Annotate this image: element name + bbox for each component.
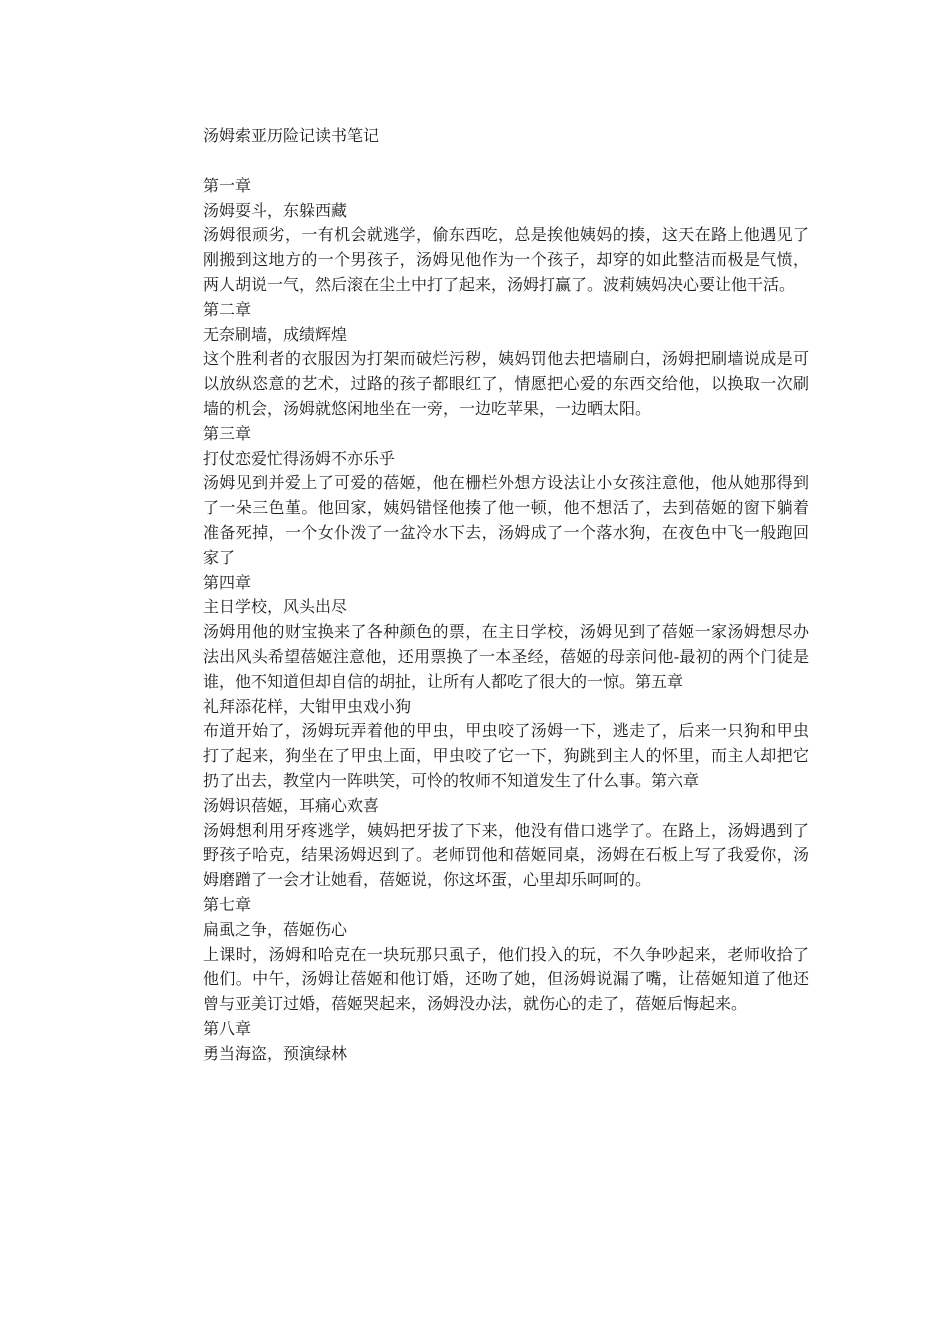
chapter-3-body: 汤姆见到并爱上了可爱的蓓姬，他在栅栏外想方设法让小女孩注意他，他从她那得到了一朵三色堇。他回家，姨妈错怪他揍了他一顿，他不想活了，去到蓓姬的窗下躺着准备死掉，一个女仆泼了一盆冷水下去，汤姆成了一个落水狗，在夜色中飞一般跑回家了 bbox=[203, 473, 809, 567]
chapter-7-title: 扁虱之争，蓓姬伤心 bbox=[203, 919, 348, 939]
document-page bbox=[203, 124, 809, 1066]
chapter-6-body: 汤姆想利用牙疼逃学，姨妈把牙拔了下来，他没有借口逃学了。在路上，汤姆遇到了野孩子哈克，结果汤姆迟到了。老师罚他和蓓姬同桌，汤姆在石板上写了我爱你，汤姆磨蹭了一会才让她看，蓓姬说，你这坏蛋，心里却乐呵呵的。 bbox=[203, 820, 809, 890]
chapter-5-body: 布道开始了，汤姆玩弄着他的甲虫，甲虫咬了汤姆一下，逃走了，后来一只狗和甲虫打了起来，狗坐在了甲虫上面，甲虫咬了它一下，狗跳到主人的怀里，而主人却把它扔了出去，教堂内一阵哄笑，可怜的牧师不知道发生了什么事。第六章 bbox=[203, 721, 809, 790]
chapter-7-label: 第七章 bbox=[203, 894, 252, 914]
chapter-2-body: 这个胜利者的衣服因为打架而破烂污秽，姨妈罚他去把墙刷白，汤姆把刷墙说成是可以放纵恣意的艺术，过路的孩子都眼红了，情愿把心爱的东西交给他，以换取一次刷墙的机会，汤姆就悠闲地坐在一旁，一边吃苹果，一边晒太阳。 bbox=[203, 349, 809, 418]
chapter-6-title: 汤姆识蓓姬，耳痛心欢喜 bbox=[203, 795, 380, 815]
chapter-1-title: 汤姆耍斗，东躲西藏 bbox=[203, 200, 348, 220]
chapter-2-title: 无奈刷墙，成绩辉煌 bbox=[203, 324, 348, 344]
chapter-2-label: 第二章 bbox=[203, 299, 252, 319]
chapter-7-body: 上课时，汤姆和哈克在一块玩那只虱子，他们投入的玩，不久争吵起来，老师收拾了他们。中午，汤姆让蓓姬和他订婚，还吻了她，但汤姆说漏了嘴，让蓓姬知道了他还曾与亚美订过婚，蓓姬哭起来，汤姆没办法，就伤心的走了，蓓姬后悔起来。 bbox=[203, 944, 809, 1014]
chapter-5-title: 礼拜添花样，大钳甲虫戏小狗 bbox=[203, 696, 412, 716]
chapter-4-body: 汤姆用他的财宝换来了各种颜色的票，在主日学校，汤姆见到了蓓姬一家汤姆想尽办法出风头希望蓓姬注意他，还用票换了一本圣经，蓓姬的母亲问他-最初的两个门徒是谁，他不知道但却自信的胡扯，让所有人都吃了很大的一惊。第五章 bbox=[203, 622, 809, 691]
chapter-8-title: 勇当海盗，预演绿林 bbox=[203, 1043, 348, 1063]
chapter-4-title: 主日学校，风头出尽 bbox=[203, 597, 348, 617]
document-title: 汤姆索亚历险记读书笔记 bbox=[203, 126, 380, 145]
chapter-1-label: 第一章 bbox=[203, 175, 252, 195]
chapter-4-label: 第四章 bbox=[203, 572, 252, 592]
chapter-3-title: 打仗恋爱忙得汤姆不亦乐乎 bbox=[203, 448, 396, 468]
chapter-3-label: 第三章 bbox=[203, 423, 252, 443]
chapter-8-label: 第八章 bbox=[203, 1018, 252, 1038]
chapter-1-body: 汤姆很顽劣，一有机会就逃学，偷东西吃，总是挨他姨妈的揍，这天在路上他遇见了刚搬到这地方的一个男孩子，汤姆见他作为一个孩子，却穿的如此整洁而极是气愤，两人胡说一气，然后滚在尘土中打了起来，汤姆打赢了。波莉姨妈决心要让他干活。 bbox=[203, 225, 809, 294]
